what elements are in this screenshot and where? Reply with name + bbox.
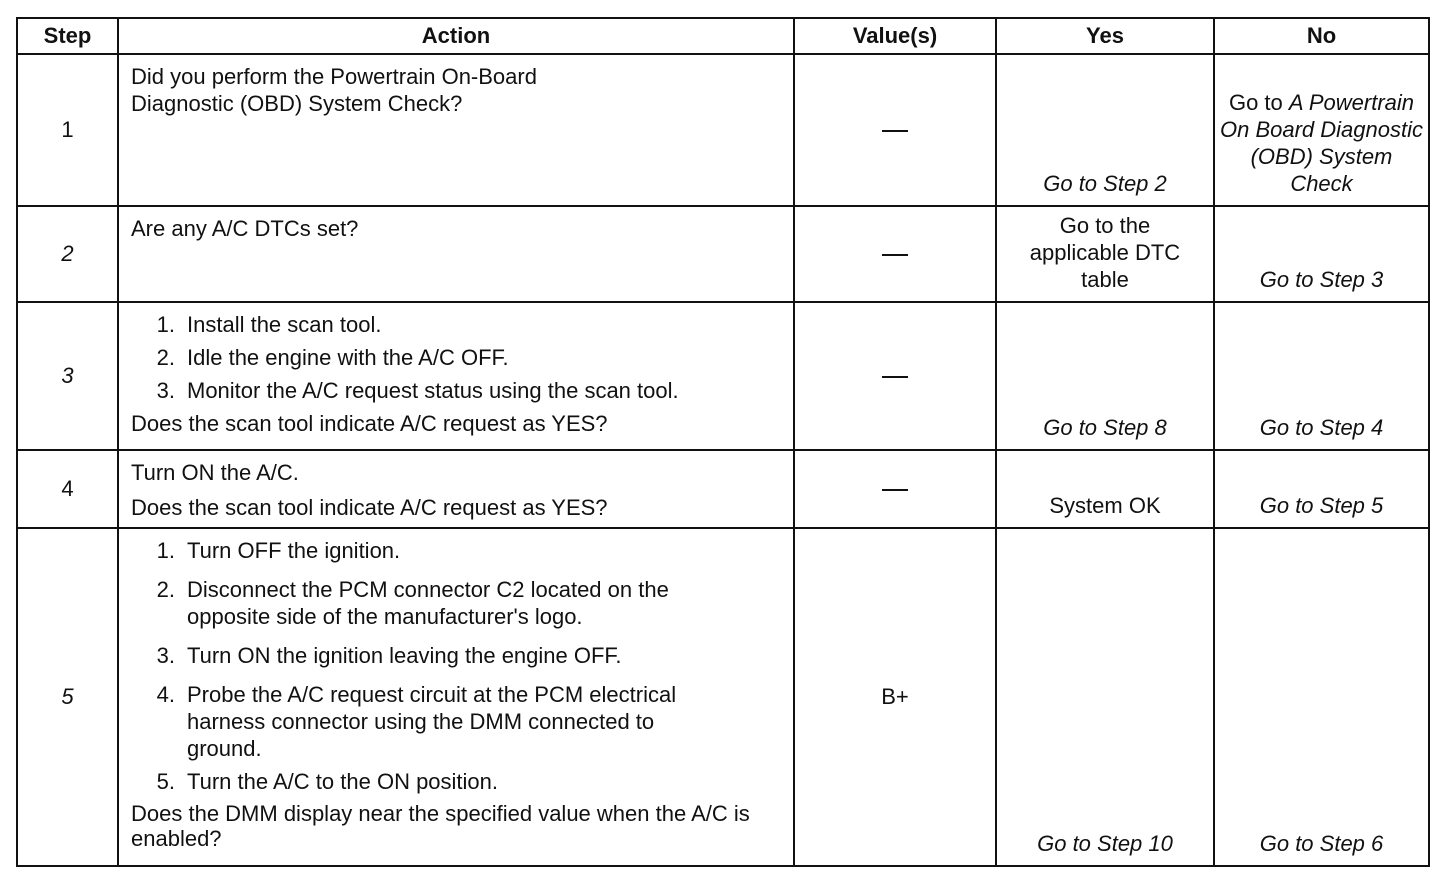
action-question: Does the scan tool indicate A/C request as YES? [131,411,608,436]
no-cell [1214,54,1429,206]
yes-cell: Go to Step 2 [996,54,1214,206]
yes-cell: Go to Step 8 [996,302,1214,450]
action-step: 4. Probe the A/C request circuit at the PCM electrical harness connector using the DMM connected to ground. [156,682,677,761]
yes-cell: Go to the applicable DTC table [996,206,1214,302]
action-step: 3. Monitor the A/C request status using the scan tool. [156,378,679,403]
no-prefix: Go to [1228,90,1289,115]
action-cell [118,450,794,528]
value-cell [794,302,996,450]
table-row [17,450,1429,528]
action-text: Turn ON the A/C. [131,460,299,485]
value-cell: B+ [794,528,996,866]
action-cell [118,302,794,450]
header-no: No [1214,18,1429,54]
no-cell: Go to Step 5 [1214,450,1429,528]
yes-cell: Go to Step 10 [996,528,1214,866]
value-cell [794,450,996,528]
value-cell [794,54,996,206]
no-link-text: A Powertrain On Board Diagnostic (OBD) System Check [1220,90,1423,196]
diagnostic-table [16,17,1430,867]
value-dash [882,254,908,256]
header-values: Value(s) [794,18,996,54]
value-dash [882,130,908,132]
step-number: 5 [17,528,118,866]
action-step: 5. Turn the A/C to the ON position. [156,769,499,794]
header-row [17,18,1429,54]
step-number: 4 [17,450,118,528]
header-action: Action [118,18,794,54]
action-step: 1. Turn OFF the ignition. [156,538,401,563]
action-steps [131,537,731,795]
value-dash [882,489,908,491]
action-step: 2. Idle the engine with the A/C OFF. [156,345,509,370]
action-question: Does the DMM display near the specified value when the A/C is enabled? [131,801,750,851]
yes-cell: System OK [996,450,1214,528]
action-text: Did you perform the Powertrain On-Board Diagnostic (OBD) System Check? [131,64,537,116]
table-row [17,302,1429,450]
action-step: 3. Turn ON the ignition leaving the engine OFF. [156,643,622,668]
table-row [17,54,1429,206]
header-yes: Yes [996,18,1214,54]
action-question: Does the scan tool indicate A/C request as YES? [131,495,608,520]
action-text: Are any A/C DTCs set? [131,216,359,241]
action-cell [118,206,794,302]
header-step: Step [17,18,118,54]
table-row [17,528,1429,866]
step-number: 1 [17,54,118,206]
value-cell [794,206,996,302]
action-steps [131,311,783,404]
no-cell: Go to Step 4 [1214,302,1429,450]
no-cell: Go to Step 6 [1214,528,1429,866]
step-number: 3 [17,302,118,450]
value-dash [882,376,908,378]
action-cell [118,54,794,206]
action-step: 2. Disconnect the PCM connector C2 located on the opposite side of the manufacturer's logo. [156,577,669,629]
step-number: 2 [17,206,118,302]
action-step: 1. Install the scan tool. [156,312,382,337]
table-row [17,206,1429,302]
no-cell: Go to Step 3 [1214,206,1429,302]
action-cell [118,528,794,866]
